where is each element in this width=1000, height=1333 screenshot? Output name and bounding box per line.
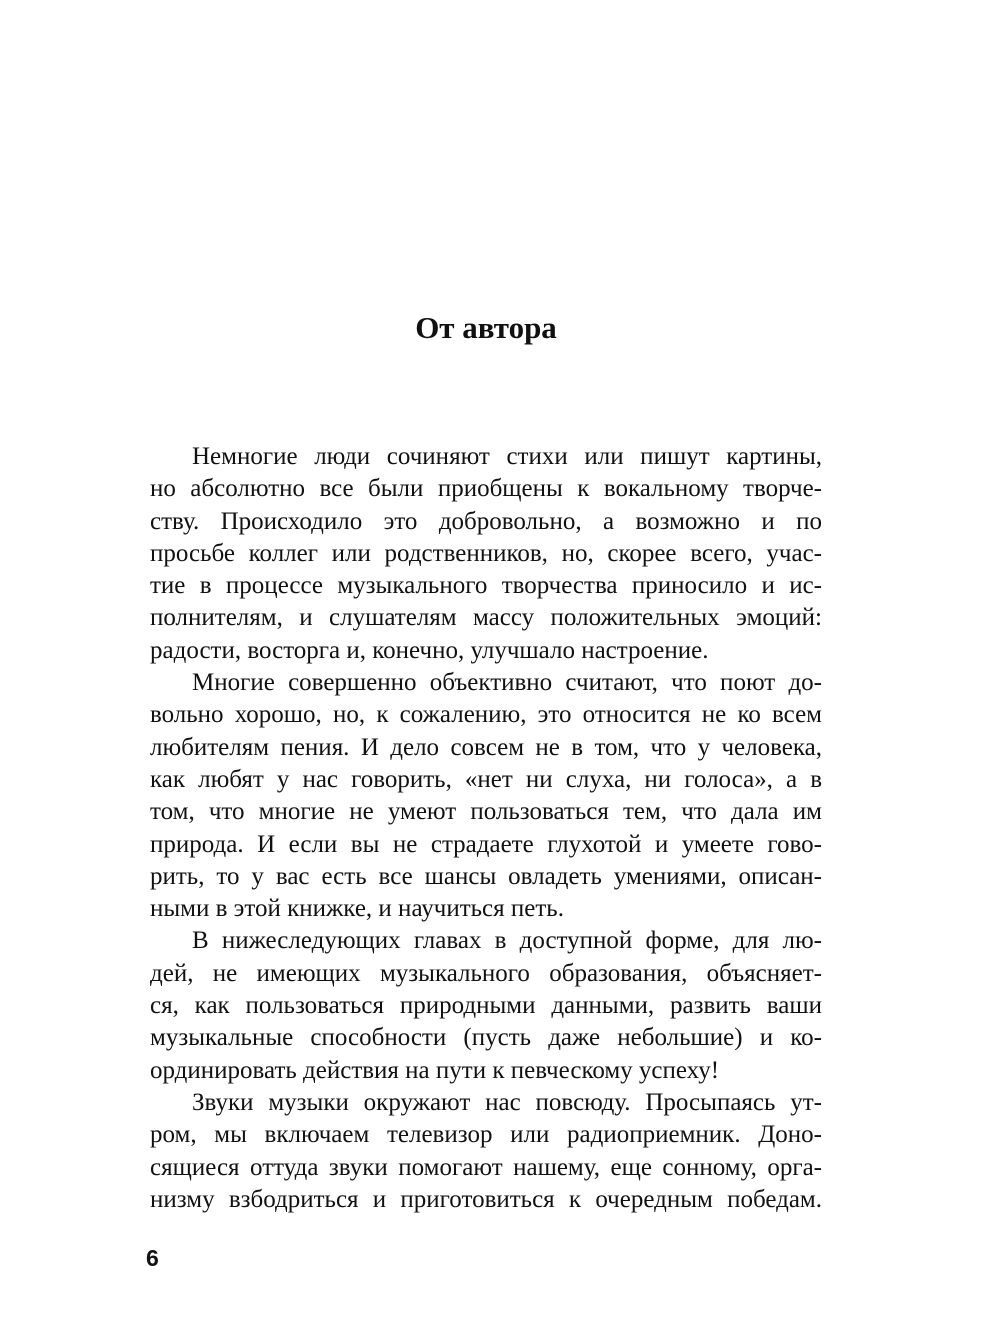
text-line: полнителям, и слушателям массу положительных эмоций:: [150, 604, 822, 632]
text-line: В нижеследующих главах в доступной форме, для лю-: [192, 927, 822, 955]
text-line: как любят у нас говорить, «нет ни слуха, ни голоса», а в: [150, 765, 822, 793]
body-text: [150, 441, 822, 1216]
text-line: музыкальные способности (пусть даже небольшие) и ко-: [150, 1024, 822, 1052]
text-line: Многие совершенно объективно считают, что поют до-: [192, 669, 822, 697]
text-line: том, что многие не умеют пользоваться тем, что дала им: [150, 798, 822, 826]
text-line: ными в этой книжке, и научиться петь.: [150, 895, 564, 923]
text-line: просьбе коллег или родственников, но, скорее всего, учас-: [150, 539, 822, 567]
text-line: ся, как пользоваться природными данными, развить ваши: [150, 992, 822, 1020]
text-line: рить, то у вас есть все шансы овладеть умениями, описан-: [150, 862, 822, 890]
text-line: любителям пения. И дело совсем не в том, что у человека,: [150, 733, 822, 761]
text-line: Немногие люди сочиняют стихи или пишут картины,: [192, 443, 822, 470]
text-line: сящиеся оттуда звуки помогают нашему, еще сонному, орга-: [150, 1153, 822, 1181]
chapter-title: От автора: [415, 310, 557, 345]
text-line: природа. И если вы не страдаете глухотой и умеете гово-: [150, 830, 822, 858]
page-number: 6: [146, 1245, 159, 1271]
text-line: дей, не имеющих музыкального образования, объясняет-: [150, 959, 822, 987]
text-line: вольно хорошо, но, к сожалению, это относится не ко всем: [150, 701, 822, 729]
text-line: тие в процессе музыкального творчества приносило и ис-: [150, 572, 822, 600]
text-line: ству. Происходило это добровольно, а возможно и по: [150, 507, 822, 535]
text-line: Звуки музыки окружают нас повсюду. Просыпаясь ут-: [192, 1088, 822, 1116]
text-line: ординировать действия на пути к певческому успеху!: [150, 1056, 720, 1084]
text-line: но абсолютно все были приобщены к вокальному творче-: [150, 475, 822, 503]
text-line: радости, восторга и, конечно, улучшало настроение.: [150, 636, 709, 664]
text-line: низму взбодриться и приготовиться к очередным победам.: [150, 1185, 822, 1213]
text-line: ром, мы включаем телевизор или радиоприемник. Доно-: [150, 1121, 822, 1149]
